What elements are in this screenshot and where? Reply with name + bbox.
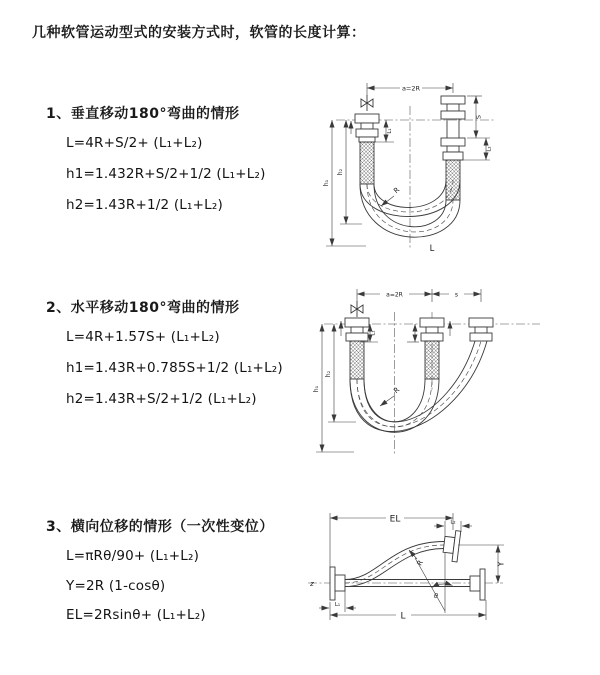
dim-label-h1: h₁	[313, 385, 320, 393]
dim-a-2r	[367, 83, 453, 96]
left-flange	[330, 567, 345, 600]
dim-label-l1: L₁	[370, 330, 377, 336]
braided-hose-section	[425, 341, 439, 379]
dim-l	[330, 600, 486, 622]
diagram-horizontal-180-bend	[308, 284, 600, 462]
dim-label-l1: L₁	[387, 128, 393, 134]
section-1-formula-h2: h2=1.43R+1/2 (L₁+L₂)	[66, 197, 223, 213]
valve-icon	[361, 95, 373, 111]
section-1-heading: 1、垂直移动180°弯曲的情形	[46, 106, 240, 122]
hose-u-bend-moved	[350, 341, 487, 431]
radius-callout	[381, 186, 401, 206]
section-1-formula-L: L=4R+S/2+ (L₁+L₂)	[66, 135, 203, 151]
page-title: 几种软管运动型式的安装方式时，软管的长度计算：	[32, 25, 366, 41]
right-flange-hub	[470, 576, 480, 591]
dim-label-h2: h₂	[337, 168, 344, 176]
dim-h1	[313, 324, 354, 452]
dim-label-l1: L₁	[334, 602, 341, 608]
dim-label-s: s	[454, 291, 459, 299]
section-3-formula-L: L=πRθ/90+ (L₁+L₂)	[66, 548, 200, 564]
dim-label-el: EL	[389, 514, 401, 525]
dim-label-r: R	[392, 385, 402, 396]
dim-label-l2: L₂	[450, 519, 456, 526]
dim-label-a-2r: a=2R	[401, 84, 421, 93]
section-3-formula-EL: EL=2Rsinθ+ (L₁+L₂)	[66, 607, 206, 623]
section-2-formula-L: L=4R+1.57S+ (L₁+L₂)	[66, 329, 220, 345]
dim-stroke-s	[462, 96, 493, 160]
dim-label-l: L	[400, 611, 406, 622]
dim-label-r: R	[415, 558, 425, 568]
dim-label-l2: L₂	[486, 146, 493, 152]
diagram-vertical-180-bend	[312, 76, 592, 254]
middle-fitting-stack	[420, 318, 444, 379]
dim-label-a-2r: a=2R	[386, 291, 403, 299]
section-3-formula-Y: Y=2R (1-cosθ)	[66, 578, 166, 594]
section-2-heading: 2、水平移动180°弯曲的情形	[46, 300, 240, 316]
dim-label-s: S	[474, 114, 483, 120]
braided-hose-section	[360, 142, 374, 184]
valve-icon	[351, 301, 363, 317]
left-fitting-stack	[355, 114, 379, 184]
section-2-formula-h2: h2=1.43R+S/2+1/2 (L₁+L₂)	[66, 391, 257, 407]
right-flange-plate	[480, 569, 485, 600]
dim-a-2r	[357, 292, 432, 299]
radius-callout	[409, 550, 425, 567]
right-fitting-stack-moved	[469, 318, 493, 341]
radius-callout	[380, 386, 401, 406]
diagram-lateral-displacement	[298, 503, 598, 648]
left-fitting-stack	[345, 318, 369, 379]
braided-hose-section	[350, 341, 364, 379]
dim-el	[330, 513, 456, 567]
section-2-formula-h1: h1=1.43R+0.785S+1/2 (L₁+L₂)	[66, 360, 283, 376]
dim-middle-fitting	[407, 324, 419, 342]
dim-label-l: L	[429, 244, 435, 254]
pipe-break-symbol: z	[310, 580, 314, 588]
dim-label-r: R	[392, 185, 402, 196]
dim-label-y: Y	[496, 561, 506, 567]
dim-s	[432, 292, 481, 299]
section-1-formula-h1: h1=1.432R+S/2+1/2 (L₁+L₂)	[66, 166, 266, 182]
dim-label-theta: θ	[434, 592, 438, 600]
section-3-heading: 3、横向位移的情形（一次性变位）	[46, 519, 274, 535]
dim-label-h1: h₁	[323, 179, 330, 187]
dim-label-h2: h₂	[325, 370, 332, 378]
right-fitting-stacks	[441, 96, 465, 200]
dim-l1	[319, 591, 356, 612]
